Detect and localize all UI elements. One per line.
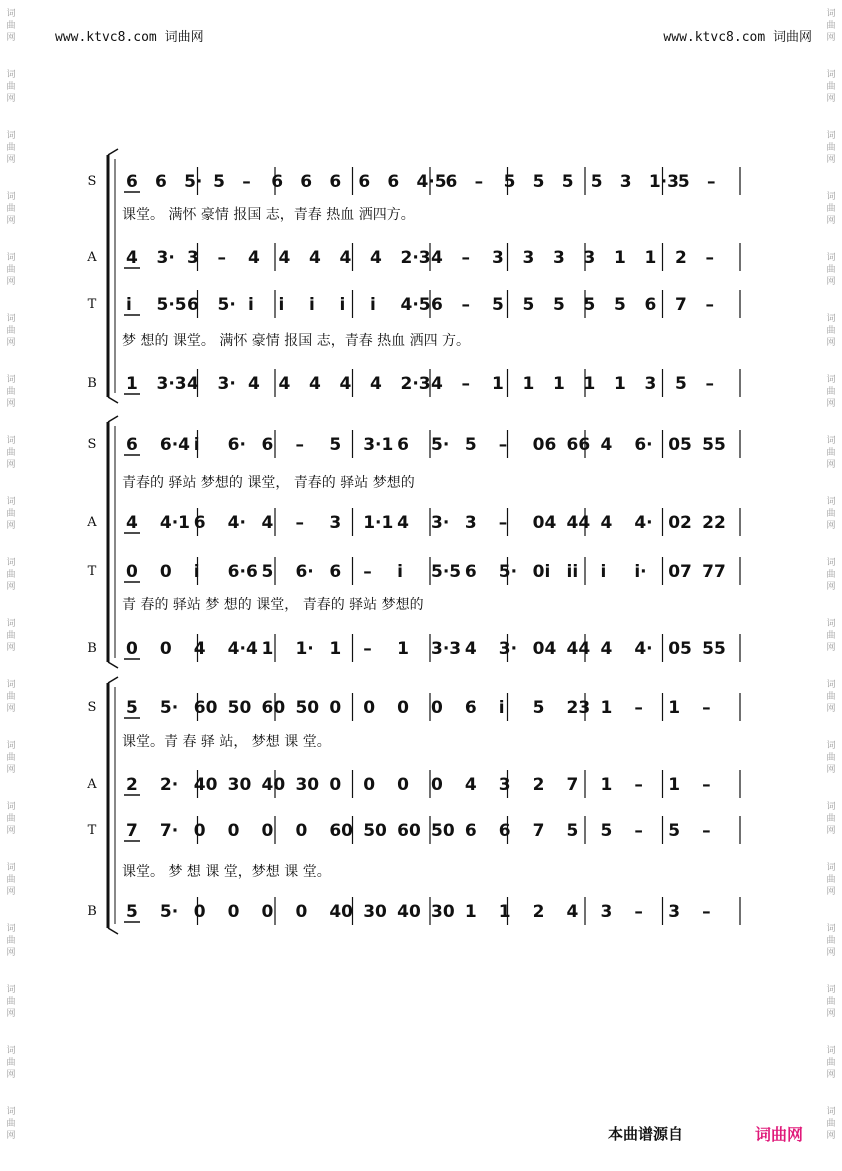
note: 0 — [363, 698, 376, 718]
note: 4·4 — [227, 639, 258, 659]
note: 4 — [431, 374, 443, 394]
watermark-glyphs: 词 曲 网 — [6, 70, 16, 104]
note: 50 — [227, 698, 252, 718]
note: 6 — [464, 698, 477, 718]
note: 7 — [566, 775, 579, 795]
note: 5 — [213, 172, 225, 192]
watermark-glyphs: 词 曲 网 — [6, 131, 16, 165]
note: 0 — [397, 775, 409, 795]
watermark-glyphs: 词 曲 网 — [826, 802, 836, 836]
note: i· — [634, 562, 647, 582]
note: 05 — [668, 435, 692, 455]
watermark-glyphs: 词 曲 网 — [826, 558, 836, 592]
note: 4·5 — [416, 172, 447, 192]
note: 1 — [126, 374, 138, 394]
note: 5 — [677, 172, 690, 192]
note: – — [702, 902, 711, 922]
note: 3· — [156, 248, 175, 268]
watermark-glyphs: 词 曲 网 — [826, 924, 836, 958]
note: i — [193, 435, 200, 455]
lyrics-s: 课堂。 满怀 豪情 报国 志，青春 热血 洒四方。 — [122, 207, 415, 223]
note: 3 — [187, 248, 199, 268]
watermark-glyphs: 词 曲 网 — [6, 375, 16, 409]
note: 3 — [498, 775, 511, 795]
note: 5 — [492, 295, 504, 315]
note: 0 — [397, 698, 409, 718]
note: 0 — [295, 902, 308, 922]
note: 0 — [193, 821, 206, 841]
watermark-glyphs: 词 曲 网 — [826, 1046, 836, 1080]
note: 6 — [644, 295, 657, 315]
note: – — [217, 248, 226, 268]
note: 1 — [261, 639, 274, 659]
note: 5 — [600, 821, 613, 841]
voice-label-t: T — [87, 564, 97, 579]
note: 2 — [675, 248, 687, 268]
note: 6 — [358, 172, 371, 192]
note: 30 — [431, 902, 455, 922]
bracket-hook — [108, 397, 118, 403]
watermark-glyphs: 词 曲 网 — [826, 192, 836, 226]
voice-label-b: B — [87, 641, 97, 656]
note: 7 — [532, 821, 545, 841]
note: – — [474, 172, 484, 192]
note: – — [498, 513, 508, 533]
note: – — [461, 248, 470, 268]
note: ii — [566, 562, 579, 582]
note: 2· — [159, 775, 179, 795]
watermark-glyphs: 词 曲 网 — [826, 680, 836, 714]
note: 04 — [532, 639, 557, 659]
note: 60 — [261, 698, 286, 718]
watermark-glyphs: 词 曲 网 — [826, 497, 836, 531]
note: 4 — [370, 374, 382, 394]
note: 6· — [634, 435, 653, 455]
note: 4 — [261, 513, 274, 533]
note: 6 — [261, 435, 274, 455]
note: 60 — [329, 821, 354, 841]
lyrics-t: 梦 想的 课堂。 满怀 豪情 报国 志，青春 热血 洒四 方。 — [122, 333, 471, 349]
note: 4· — [227, 513, 246, 533]
note: 4· — [634, 639, 653, 659]
note: 1 — [522, 374, 535, 394]
note: 0 — [329, 775, 342, 795]
note: 6 — [126, 172, 138, 192]
note: 3 — [522, 248, 535, 268]
note: 5 — [464, 435, 477, 455]
watermark-glyphs: 词 曲 网 — [826, 985, 836, 1019]
note: – — [498, 435, 508, 455]
note: 30 — [363, 902, 387, 922]
note: 77 — [702, 562, 726, 582]
note: i — [248, 295, 254, 315]
note: 1 — [614, 248, 626, 268]
note: 4 — [248, 248, 260, 268]
note: 1 — [644, 248, 657, 268]
note: 55 — [702, 435, 726, 455]
note: 0 — [126, 562, 138, 582]
note: 4 — [397, 513, 409, 533]
note: 40 — [329, 902, 354, 922]
lyrics-t: 青 春的 驿站 梦 想的 课堂， 青春的 驿站 梦想的 — [122, 597, 424, 613]
bracket-hook — [108, 416, 118, 422]
note: 2 — [126, 775, 138, 795]
note: 0 — [329, 698, 342, 718]
note: – — [702, 821, 711, 841]
note: 2·3 — [400, 248, 431, 268]
note: 4 — [464, 639, 477, 659]
note: 5 — [590, 172, 603, 192]
note: 6 — [271, 172, 284, 192]
note: 4 — [248, 374, 260, 394]
note: 5· — [184, 172, 203, 192]
note: 1·3 — [648, 172, 679, 192]
header-right: www.ktvc8.com 词曲网 — [663, 30, 812, 45]
bracket-hook — [108, 662, 118, 668]
note: 4 — [309, 248, 321, 268]
watermark-glyphs: 词 曲 网 — [6, 1046, 16, 1080]
note: 5· — [159, 698, 179, 718]
note: 6· — [295, 562, 314, 582]
note: 07 — [668, 562, 692, 582]
note: 3 — [464, 513, 477, 533]
watermark-glyphs: 词 曲 网 — [6, 863, 16, 897]
note: 1 — [464, 902, 477, 922]
voice-label-a: A — [87, 777, 97, 792]
note: i — [498, 698, 505, 718]
note: 3 — [553, 248, 565, 268]
note: 6 — [387, 172, 400, 192]
note: 3 — [619, 172, 632, 192]
note: 6· — [227, 435, 246, 455]
note: 4 — [126, 248, 138, 268]
note: 23 — [566, 698, 591, 718]
watermark-glyphs: 词 曲 网 — [826, 253, 836, 287]
note: 4 — [600, 513, 613, 533]
voice-label-b: B — [87, 376, 97, 391]
note: i — [600, 562, 607, 582]
note: 4·1 — [159, 513, 191, 533]
note: – — [702, 775, 711, 795]
note: i — [309, 295, 315, 315]
watermark-glyphs: 词 曲 网 — [6, 619, 16, 653]
note: i — [193, 562, 200, 582]
note: 4 — [600, 435, 613, 455]
note: 1 — [668, 698, 681, 718]
note: 7 — [126, 821, 138, 841]
note: 0 — [126, 639, 138, 659]
note: 06 — [532, 435, 557, 455]
note: 0 — [227, 902, 240, 922]
footer-brand: 词曲网 — [755, 1125, 804, 1144]
note: 04 — [532, 513, 557, 533]
bracket-hook — [108, 677, 118, 683]
header-left: www.ktvc8.com 词曲网 — [55, 30, 204, 45]
note: 5 — [503, 172, 516, 192]
note: – — [705, 374, 714, 394]
note: 4 — [431, 248, 443, 268]
note: 0 — [261, 821, 274, 841]
voice-label-b: B — [87, 904, 97, 919]
note: 0 — [227, 821, 240, 841]
watermark-glyphs: 词 曲 网 — [6, 680, 16, 714]
note: – — [461, 374, 470, 394]
note: – — [705, 248, 714, 268]
note: 5 — [261, 562, 274, 582]
note: 02 — [668, 513, 692, 533]
note: 5 — [668, 821, 681, 841]
watermark-glyphs: 词 曲 网 — [6, 985, 16, 1019]
note: 55 — [702, 639, 726, 659]
watermark-glyphs: 词 曲 网 — [6, 253, 16, 287]
voice-label-s: S — [87, 174, 97, 189]
note: 3 — [644, 374, 657, 394]
voice-label-t: T — [87, 823, 97, 838]
note: 5 — [566, 821, 579, 841]
note: 6·4 — [159, 435, 191, 455]
note: 1 — [600, 698, 613, 718]
watermark-glyphs: 词 曲 网 — [6, 741, 16, 775]
note: 5·5 — [431, 562, 462, 582]
note: 3 — [668, 902, 681, 922]
note: 22 — [702, 513, 726, 533]
note: 30 — [227, 775, 252, 795]
note: 5 — [614, 295, 626, 315]
note: 1 — [329, 639, 342, 659]
note: 2 — [532, 902, 545, 922]
watermark-glyphs: 词 曲 网 — [6, 314, 16, 348]
note: 4 — [339, 374, 352, 394]
note: 4·5 — [400, 295, 431, 315]
note: 0 — [261, 902, 274, 922]
note: i — [397, 562, 403, 582]
watermark-glyphs: 词 曲 网 — [826, 314, 836, 348]
note: – — [634, 902, 643, 922]
note: 4 — [309, 374, 321, 394]
note: 2 — [532, 775, 545, 795]
note: 1 — [668, 775, 681, 795]
note: 4 — [278, 374, 291, 394]
note: 7 — [675, 295, 687, 315]
note: – — [705, 295, 714, 315]
note: 4 — [187, 374, 199, 394]
note: 4 — [126, 513, 138, 533]
bracket-hook — [108, 928, 118, 934]
watermark-glyphs: 词 曲 网 — [826, 436, 836, 470]
note: 1 — [583, 374, 596, 394]
watermark-glyphs: 词 曲 网 — [826, 9, 836, 43]
lyrics-s: 青春的 驿站 梦想的 课堂， 青春的 驿站 梦想的 — [122, 475, 415, 491]
note: 5 — [532, 172, 545, 192]
voice-label-a: A — [87, 515, 97, 530]
note: 1 — [397, 639, 409, 659]
note: 6 — [464, 821, 477, 841]
note: 1 — [600, 775, 613, 795]
watermark-glyphs: 词 曲 网 — [6, 436, 16, 470]
note: 5 — [583, 295, 596, 315]
note: 44 — [566, 513, 591, 533]
note: 3 — [329, 513, 342, 533]
voice-label-a: A — [87, 250, 97, 265]
watermark-glyphs: 词 曲 网 — [826, 70, 836, 104]
note: – — [702, 698, 711, 718]
note: 30 — [295, 775, 320, 795]
watermark-glyphs: 词 曲 网 — [826, 131, 836, 165]
note: 60 — [397, 821, 421, 841]
note: 4 — [600, 639, 613, 659]
voice-label-t: T — [87, 297, 97, 312]
bracket-hook — [108, 149, 118, 155]
note: 40 — [261, 775, 286, 795]
watermark-glyphs: 词 曲 网 — [6, 558, 16, 592]
note: 5· — [159, 902, 179, 922]
note: 5 — [126, 902, 138, 922]
lyrics-t: 课堂。 梦 想 课 堂，梦想 课 堂。 — [122, 864, 331, 880]
note: 7· — [159, 821, 179, 841]
note: 50 — [363, 821, 387, 841]
note: 3· — [217, 374, 236, 394]
voice-label-s: S — [87, 700, 97, 715]
note: 3· — [498, 639, 518, 659]
note: 1 — [498, 902, 511, 922]
note: 6 — [329, 172, 342, 192]
footer-source-label: 本曲谱源自 — [608, 1125, 684, 1143]
watermark-glyphs: 词 曲 网 — [6, 1107, 16, 1141]
note: 3·3 — [431, 639, 462, 659]
note: – — [634, 698, 643, 718]
watermark-glyphs: 词 曲 网 — [826, 863, 836, 897]
note: 4 — [464, 775, 477, 795]
note: 5 — [561, 172, 574, 192]
note: 5·5 — [156, 295, 187, 315]
watermark-glyphs: 词 曲 网 — [6, 497, 16, 531]
note: 3· — [431, 513, 450, 533]
note: 4 — [193, 639, 206, 659]
voice-label-s: S — [87, 437, 97, 452]
note: – — [706, 172, 716, 192]
note: 0 — [431, 775, 443, 795]
watermark-glyphs: 词 曲 网 — [6, 9, 16, 43]
note: 6 — [397, 435, 409, 455]
note: 5· — [217, 295, 236, 315]
note: 6 — [300, 172, 313, 192]
note: 4 — [339, 248, 352, 268]
note: 0 — [193, 902, 206, 922]
watermark-glyphs: 词 曲 网 — [826, 619, 836, 653]
note: – — [295, 513, 304, 533]
note: 40 — [397, 902, 421, 922]
note: 0 — [363, 775, 376, 795]
note: 2·3 — [400, 374, 431, 394]
note: 50 — [295, 698, 320, 718]
note: 6 — [431, 295, 443, 315]
note: 0 — [159, 639, 172, 659]
note: 44 — [566, 639, 591, 659]
watermark-glyphs: 词 曲 网 — [826, 741, 836, 775]
note: 60 — [193, 698, 218, 718]
note: 6 — [329, 562, 342, 582]
note: 0i — [532, 562, 551, 582]
note: 1 — [553, 374, 565, 394]
note: i — [339, 295, 346, 315]
note: i — [126, 295, 132, 315]
note: 0 — [295, 821, 308, 841]
note: 6 — [445, 172, 458, 192]
note: 5· — [498, 562, 518, 582]
note: 0 — [159, 562, 172, 582]
note: 3 — [600, 902, 613, 922]
note: 6 — [126, 435, 138, 455]
note: i — [370, 295, 376, 315]
note: 3·3 — [156, 374, 187, 394]
note: 4 — [370, 248, 382, 268]
note: 5· — [431, 435, 450, 455]
note: 5 — [532, 698, 545, 718]
watermark-glyphs: 词 曲 网 — [6, 924, 16, 958]
watermark-glyphs: 词 曲 网 — [6, 802, 16, 836]
note: 5 — [675, 374, 687, 394]
note: 50 — [431, 821, 455, 841]
note: 4· — [634, 513, 653, 533]
note: 4 — [566, 902, 579, 922]
watermark-glyphs: 词 曲 网 — [826, 1107, 836, 1141]
note: 40 — [193, 775, 218, 795]
note: – — [634, 821, 643, 841]
note: 3 — [492, 248, 504, 268]
note: – — [363, 639, 372, 659]
note: 5 — [522, 295, 535, 315]
note: – — [634, 775, 643, 795]
note: 5 — [553, 295, 565, 315]
note: – — [242, 172, 251, 192]
note: 6 — [498, 821, 511, 841]
note: 0 — [431, 698, 443, 718]
note: 3 — [583, 248, 596, 268]
note: 4 — [278, 248, 291, 268]
note: 6 — [193, 513, 206, 533]
lyrics-s: 课堂。青 春 驿 站， 梦想 课 堂。 — [122, 734, 331, 750]
note: 5 — [329, 435, 342, 455]
note: 6·6 — [227, 562, 258, 582]
note: 1·1 — [363, 513, 394, 533]
note: – — [363, 562, 372, 582]
note: – — [461, 295, 470, 315]
note: 66 — [566, 435, 591, 455]
watermark-glyphs: 词 曲 网 — [6, 192, 16, 226]
note: 6 — [155, 172, 167, 192]
note: 6 — [187, 295, 199, 315]
note: 3·1 — [363, 435, 394, 455]
watermark-glyphs: 词 曲 网 — [826, 375, 836, 409]
note: 1· — [295, 639, 314, 659]
note: 05 — [668, 639, 692, 659]
note: i — [278, 295, 285, 315]
note: – — [295, 435, 304, 455]
note: 1 — [614, 374, 626, 394]
note: 1 — [492, 374, 504, 394]
note: 5 — [126, 698, 138, 718]
note: 6 — [464, 562, 477, 582]
